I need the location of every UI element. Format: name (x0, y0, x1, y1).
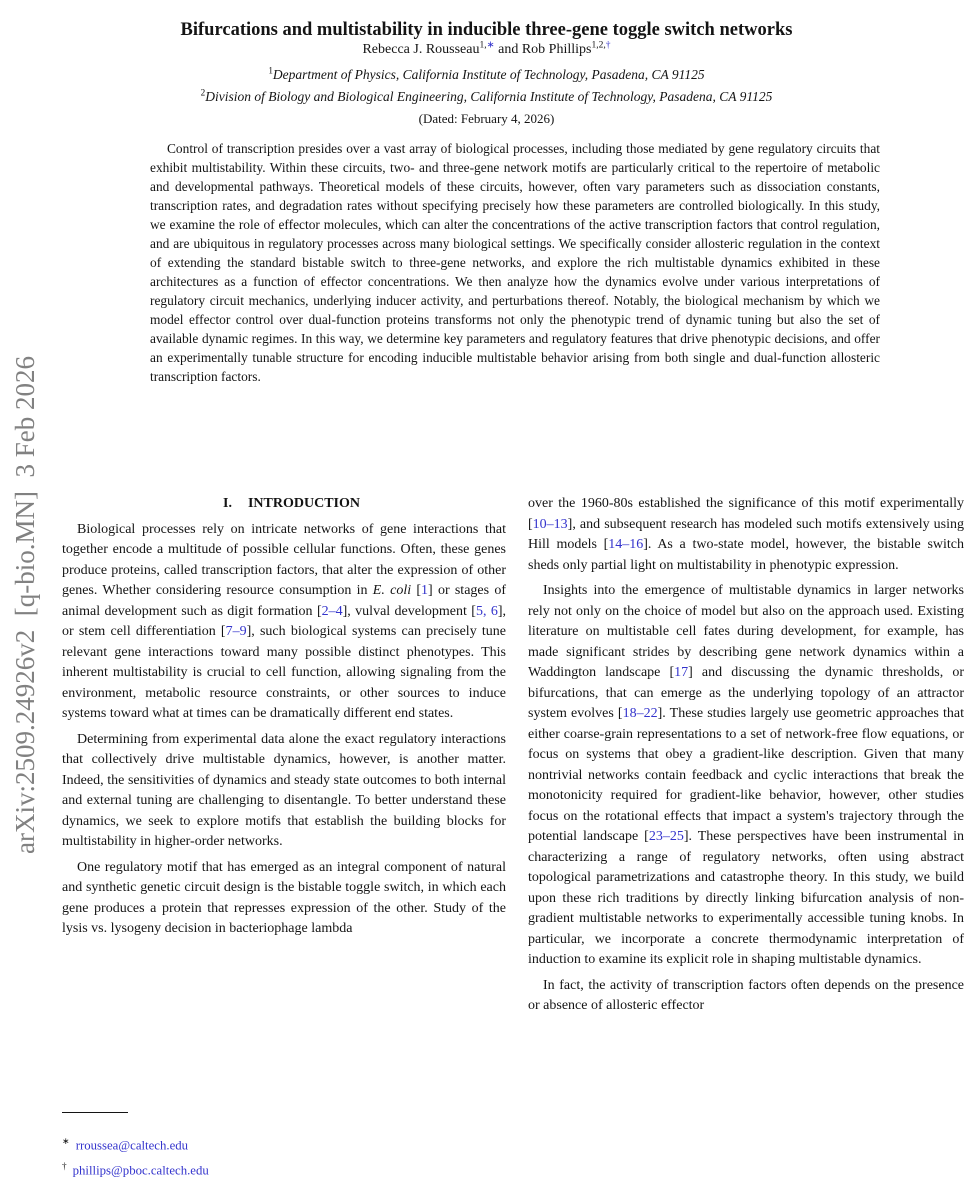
affiliation-text: Department of Physics, California Institute of Technology, Pasadena, CA 91125 (272, 67, 705, 82)
author-joiner: and (494, 42, 522, 57)
citation-link[interactable]: 1 (421, 583, 429, 598)
citation-link[interactable]: 2–4 (321, 603, 343, 619)
author-superscript: 1,2,† (591, 40, 611, 51)
body-paragraph: over the 1960-80s established the significance of this motif experimentally [10–13], and subsequent research has modeled such motifs extensively using Hill models [14–16]. As a two-state model, however, the bistable switch sheds only partial light on multistability in phenotypic expression. (528, 496, 964, 573)
arxiv-sidebar-banner: arXiv:2509.24926v2 [q-bio.MN] 3 Feb 2026 (10, 356, 40, 854)
affiliation-text: Division of Biology and Biological Engineering, California Institute of Technology, Pasadena, CA 91125 (205, 89, 773, 104)
right-column (528, 494, 964, 1022)
body-paragraph: Insights into the emergence of multistable dynamics in larger networks rely not only on the choice of model but also on the approach used. Existing literature on multistable cell fates during development, for example, has made significant strides by describing gene network dynamics within a Waddington landscape [17] and discussing the dynamic thresholds, or bifurcations, that can emerge as the underlying topology of an attractor system evolves [18–22]. These studies largely use geometric approaches that either coarse-grain representations to a set of network-free flow equations, or focus on systems that obey a gradient-like description. Given that many nontrivial networks contain feedback and cyclic interactions that break the monotonicity required for gradient-like behavior, however, other studies focus on the rotational effects that impact a system's trajectory through the potential landscape [23–25]. These perspectives have been instrumental in characterizing a range of regulatory networks, often using abstract topological parametrizations and catastrophe theory. In this study, we build upon these rich traditions by directly linking bifurcation analysis of non-gradient multistable networks to experimentally accessible tuning knobs. In particular, we incorporate a concrete thermodynamic interpretation of induction to examine its explicit role in shaping multistable dynamics. (528, 583, 965, 967)
affiliation-2 (62, 89, 911, 105)
footnote-email-2 (62, 1156, 506, 1181)
footnote-block (62, 1112, 506, 1182)
date-line: (Dated: February 4, 2026) (418, 111, 555, 126)
author-superscript: 1,∗ (479, 40, 495, 51)
footnote-email-1 (62, 1131, 506, 1156)
body-paragraph: Biological processes rely on intricate networks of gene interactions that together encode a multitude of possible cellular functions. Often, these genes produce proteins, called transcription factors, that alter the expression of other genes. Whether considering resource consumption in E. coli [1] or stages of animal development such as digit formation [2–4], vulval development [5, 6], or stem cell differentiation [7–9], such biological systems can precisely tune relevant gene interactions toward many possible distinct phenotypes. This inherent multistability is crucial to cell function, allowing signaling from the environment, metabolic resource constraints, or other sources to induce systems toward what at times can be dramatically different end states. (62, 521, 506, 721)
section-title: INTRODUCTION (247, 496, 360, 511)
left-column (62, 494, 506, 945)
citation-link[interactable]: 18–22 (622, 706, 658, 721)
abstract-paragraph: Control of transcription presides over a vast array of biological processes, including those mediated by gene regulatory circuits that exhibit multistability. Within these circuits, two- and three-gene network motifs are particularly critical to the repertoire of metabolic and developmental pathways. Theoretical models of these circuits, however, often vary parameters such as dissociation constants, transcription rates, and degradation rates without specifying precisely how these parameters are controlled biologically. In this study, we examine the role of effector molecules, which can alter the concentrations of the active transcription factors that control regulation, and are ubiquitous in regulatory processes across many biological settings. We specifically consider allosteric regulation in the context of extending the standard bistable switch to three-gene networks, and explore the rich multistable dynamics exhibited in these architectures as a function of effector concentrations. We then analyze how the dynamics evolve under various interpretations of regulatory circuit mechanics, underlying inducer activity, and perturbations thereof. Notably, the biological mechanism by which we model effector control over dual-function proteins transforms not only the phenotypic trend of dynamic tuning but also the set of available dynamic regimes. In this way, we determine key parameters and regulatory features that drive phenotypic decisions, and offer an experimentally tunable structure for encoding inducible multistable behavior arising from both single and dual-function allosteric transcription factors. (150, 141, 880, 384)
affiliation-superscript: 2 (200, 87, 206, 98)
body-paragraph: In fact, the activity of transcription factors often depends on the presence or absence of allosteric effector (528, 977, 964, 1013)
author-name: Rebecca J. Rousseau (362, 42, 480, 57)
affiliation-1 (62, 67, 911, 83)
section-number: I. (223, 496, 232, 511)
author-footnote-mark-link[interactable]: ∗ (486, 40, 495, 51)
citation-link[interactable]: 17 (674, 665, 689, 680)
body-paragraph: One regulatory motif that has emerged as an integral component of natural and synthetic genetic circuit design is the bistable toggle switch, in which each gene produces a protein that represses expression of the other. Study of the lysis vs. lysogeny decision in bacteriophage lambda (62, 859, 506, 936)
email-link[interactable]: rroussea@caltech.edu (75, 1138, 189, 1153)
citation-link[interactable]: 14–16 (608, 537, 644, 552)
affiliation-superscript: 1 (268, 65, 273, 76)
abstract (150, 139, 880, 386)
author-line (62, 42, 911, 58)
paper-title: Bifurcations and multistability in inducible three-gene toggle switch networks (180, 20, 793, 41)
author-footnote-mark-link[interactable]: † (605, 40, 611, 51)
footnote-rule (62, 1112, 128, 1113)
citation-link[interactable]: 7–9 (225, 624, 247, 639)
citation-link[interactable]: 5, 6 (475, 603, 498, 619)
footnote-marker: ∗ (62, 1136, 70, 1146)
email-link[interactable]: phillips@pboc.caltech.edu (72, 1163, 209, 1178)
italic-text: E. coli (372, 583, 412, 598)
citation-link[interactable]: 10–13 (532, 516, 568, 532)
author-name: Rob Phillips (521, 42, 592, 57)
citation-link[interactable]: 23–25 (648, 829, 684, 844)
footnote-marker: † (62, 1161, 67, 1172)
body-paragraph: Determining from experimental data alone the exact regulatory interactions that collectively drive multistable dynamics, however, is another matter. Indeed, the sensitivities of dynamics and steady state outcomes to both internal and external tuning are challenging to disentangle. To better understand these dynamics, we seek to explore motifs that establish the building blocks for multistability in higher-order networks. (62, 731, 506, 849)
section-heading-introduction (62, 494, 506, 515)
